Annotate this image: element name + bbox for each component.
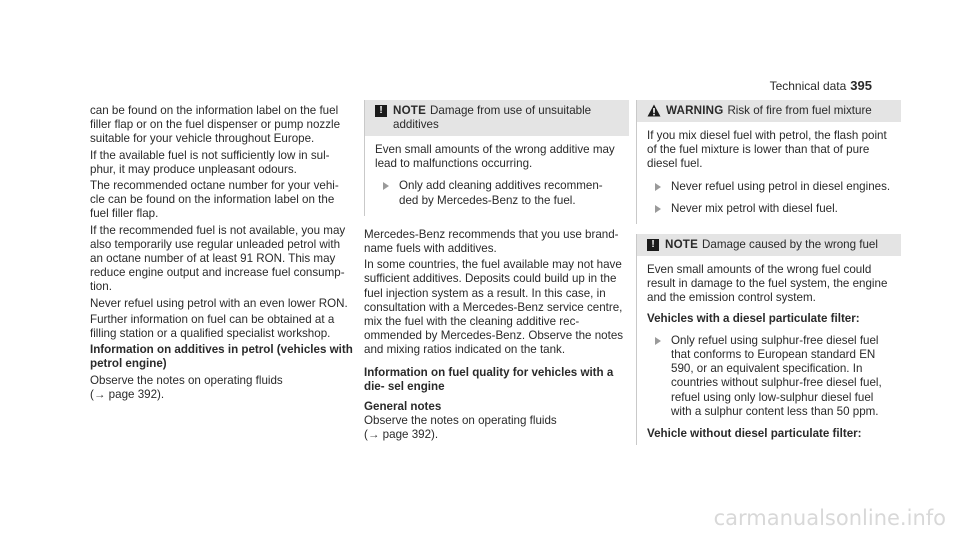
exclamation-icon: ! (375, 105, 387, 117)
paragraph: If the recommended fuel is not available, you may also temporarily use regular unleaded petrol with an octane number of at least 91 RON. This may reduce engine output and increase fuel consump- tion. (90, 223, 346, 294)
subheading-general-notes: General notes (364, 400, 442, 414)
page-number: 395 (850, 78, 872, 93)
note-title: Damage caused by the wrong fuel (702, 238, 878, 252)
paragraph: In some countries, the fuel available may not have sufficient additives. Deposits could build up in the fuel injection system as a result. In this case, in consultation with a Mercedes-Benz service centre, mix the fuel with the cleaning additive rec- ommended by Mercedes-Benz. Observe the notes and mixing ratios indicated on the tank. (364, 258, 624, 357)
warning-title: Risk of fire from fuel mixture (727, 104, 872, 117)
paragraph: Mercedes-Benz recommends that you use brand- name fuels with additives. (364, 227, 619, 256)
running-header (770, 79, 872, 93)
note-header (637, 234, 901, 256)
note-body: Even small amounts of the wrong fuel could result in damage to the fuel system, the engine and the emission control system. (647, 263, 888, 305)
note-title: Damage from use of unsuitable additives (393, 104, 592, 131)
watermark: carmanualsonline.info (713, 505, 946, 530)
note-box-additives (364, 100, 629, 216)
paragraph: If the available fuel is not sufficiently low in sul- phur, it may produce unpleasant odours. (90, 148, 330, 176)
note-header (365, 100, 629, 136)
subheading-additives: Information on additives in petrol (vehicles with petrol engine) (90, 343, 353, 371)
note-body: Even small amounts of the wrong additive may lead to malfunctions occurring. (375, 143, 615, 171)
warning-label: WARNING (666, 104, 724, 117)
list-item: Only refuel using sulphur-free diesel fuel that conforms to European standard EN 590, or an equivalent specification. In countries without sulphur-free diesel fuel, refuel using only low-sulphur diesel fuel with a sulphur content less than 50 ppm. (647, 334, 893, 419)
list-item: Never mix petrol with diesel fuel. (647, 202, 893, 216)
warning-body: If you mix diesel fuel with petrol, the flash point of the fuel mixture is lower than that of pure diesel fuel. (647, 129, 887, 171)
page-reference-link[interactable]: (→ page 392). (364, 428, 439, 442)
page-reference-link[interactable]: (→ page 392). (90, 387, 165, 401)
list-item: Only add cleaning additives recommen- ded by Mercedes-Benz to the fuel. (375, 179, 621, 207)
note-label: NOTE (665, 238, 699, 252)
paragraph: can be found on the information label on the fuel filler flap or on the fuel dispenser or pump nozzle suitable for your vehicle throughout Europe. (90, 104, 341, 146)
list-item: Never refuel using petrol in diesel engines. (647, 180, 893, 194)
subheading-fuel-quality: Information on fuel quality for vehicles with a die- sel engine (364, 365, 614, 393)
operating-fluids-text: Observe the notes on operating fluids (364, 414, 557, 428)
warning-box (636, 100, 901, 224)
arrow-bullet-icon (383, 182, 389, 190)
operating-fluids-text: Observe the notes on operating fluids (90, 373, 283, 387)
note-label: NOTE (393, 104, 427, 117)
column-left (90, 104, 355, 404)
paragraph: The recommended octane number for your vehi- cle can be found on the information label on the fuel filler flap. (90, 179, 339, 221)
warning-header (637, 100, 901, 122)
subheading-with-dpf: Vehicles with a diesel particulate filter: (647, 311, 860, 325)
warning-triangle-icon (647, 104, 661, 117)
arrow-bullet-icon (655, 183, 661, 191)
exclamation-icon: ! (647, 239, 659, 251)
column-right (636, 100, 901, 445)
column-middle (364, 100, 629, 445)
subheading-without-dpf: Vehicle without diesel particulate filter: (647, 427, 862, 441)
arrow-bullet-icon (655, 205, 661, 213)
note-box-fuel (636, 234, 901, 445)
paragraph: Further information on fuel can be obtained at a filling station or a qualified specialist workshop. (90, 312, 335, 341)
arrow-bullet-icon (655, 337, 661, 345)
paragraph: Never refuel using petrol with an even lower RON. (90, 296, 348, 310)
section-title: Technical data (769, 79, 847, 93)
